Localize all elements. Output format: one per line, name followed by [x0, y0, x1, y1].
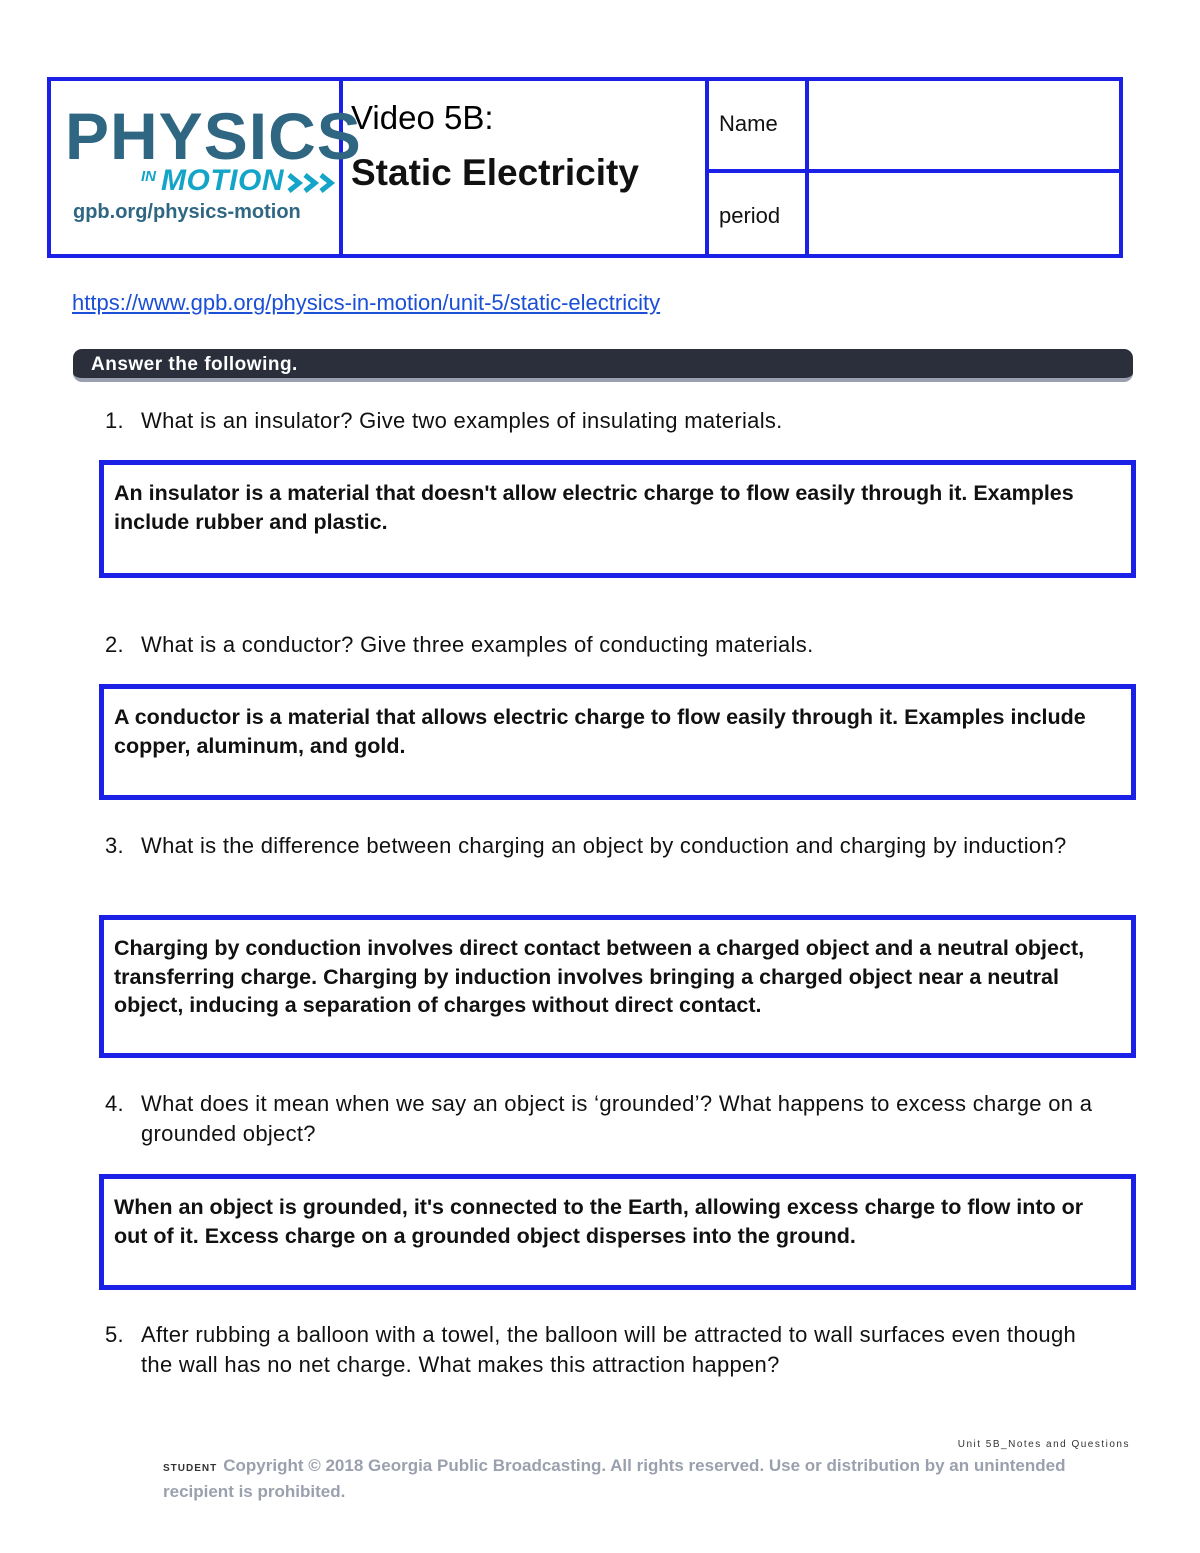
question-5: [105, 1320, 1095, 1380]
question-2: [105, 630, 1095, 660]
period-field[interactable]: [809, 173, 1119, 254]
period-label-row: [709, 173, 805, 254]
question-number: 1.: [105, 408, 124, 433]
logo-in-word: IN: [141, 168, 156, 185]
banner-text: Answer the following.: [91, 354, 298, 375]
question-number: 2.: [105, 632, 124, 657]
question-number: 5.: [105, 1322, 124, 1347]
chevron-arrows-icon: [287, 173, 339, 193]
logo-physics-word: PHYSICS: [65, 99, 362, 173]
answer-text: When an object is grounded, it's connected to the Earth, allowing excess charge to flow into or out of it. Excess charge on a grounded object disperses into the ground.: [114, 1195, 1084, 1248]
footer-copyright: [163, 1454, 1133, 1503]
page-title: Static Electricity: [351, 152, 639, 193]
question-text: What is the difference between charging an object by conduction and charging by induction?: [141, 833, 1067, 858]
section-banner: [73, 349, 1133, 382]
answer-text: An insulator is a material that doesn't allow electric charge to flow easily through it. Examples include rubber and plastic.: [114, 481, 1074, 534]
name-field[interactable]: [809, 81, 1119, 173]
answer-box-4[interactable]: [99, 1174, 1136, 1290]
logo-motion-word: MOTION: [161, 164, 284, 197]
question-text: What does it mean when we say an object is ‘grounded’? What happens to excess charge on a grounded object?: [141, 1091, 1093, 1146]
logo-url: gpb.org/physics-motion: [73, 201, 301, 223]
question-text: After rubbing a balloon with a towel, the balloon will be attracted to wall surfaces even though the wall has no net charge. What makes this attraction happen?: [141, 1322, 1077, 1377]
video-link[interactable]: https://www.gpb.org/physics-in-motion/unit-5/static-electricity: [72, 290, 661, 315]
name-label: Name: [719, 111, 778, 136]
period-label: period: [719, 203, 781, 228]
worksheet-header: [47, 77, 1123, 258]
answer-box-1[interactable]: [99, 460, 1136, 578]
question-4: [105, 1089, 1095, 1149]
answer-box-2[interactable]: [99, 684, 1136, 800]
question-1: [105, 406, 1095, 436]
video-label: Video 5B:: [351, 99, 494, 136]
question-number: 4.: [105, 1091, 124, 1116]
question-text: What is a conductor? Give three examples of conducting materials.: [141, 632, 814, 657]
footer-unit-label: Unit 5B_Notes and Questions: [957, 1439, 1130, 1450]
question-3: [105, 831, 1095, 861]
answer-text: A conductor is a material that allows electric charge to flow easily through it. Examples include copper, aluminum, and gold.: [114, 705, 1086, 758]
name-label-row: [709, 81, 805, 173]
copyright-text: Copyright © 2018 Georgia Public Broadcasting. All rights reserved. Use or distribution by an unintended recipient is prohibited.: [163, 1456, 1066, 1501]
answer-box-3[interactable]: [99, 915, 1136, 1058]
question-number: 3.: [105, 833, 124, 858]
footer-student-label: STUDENT: [163, 1463, 218, 1474]
answer-text: Charging by conduction involves direct contact between a charged object and a neutral object, transferring charge. Charging by induction involves bringing a charged object near a neutral object, inducing a separation of charges without direct contact.: [114, 936, 1085, 1017]
field-labels-cell: [709, 81, 809, 254]
question-text: What is an insulator? Give two examples of insulating materials.: [141, 408, 783, 433]
logo-cell: [51, 81, 362, 254]
title-cell: [343, 81, 709, 254]
field-values-cell: [809, 81, 1119, 254]
